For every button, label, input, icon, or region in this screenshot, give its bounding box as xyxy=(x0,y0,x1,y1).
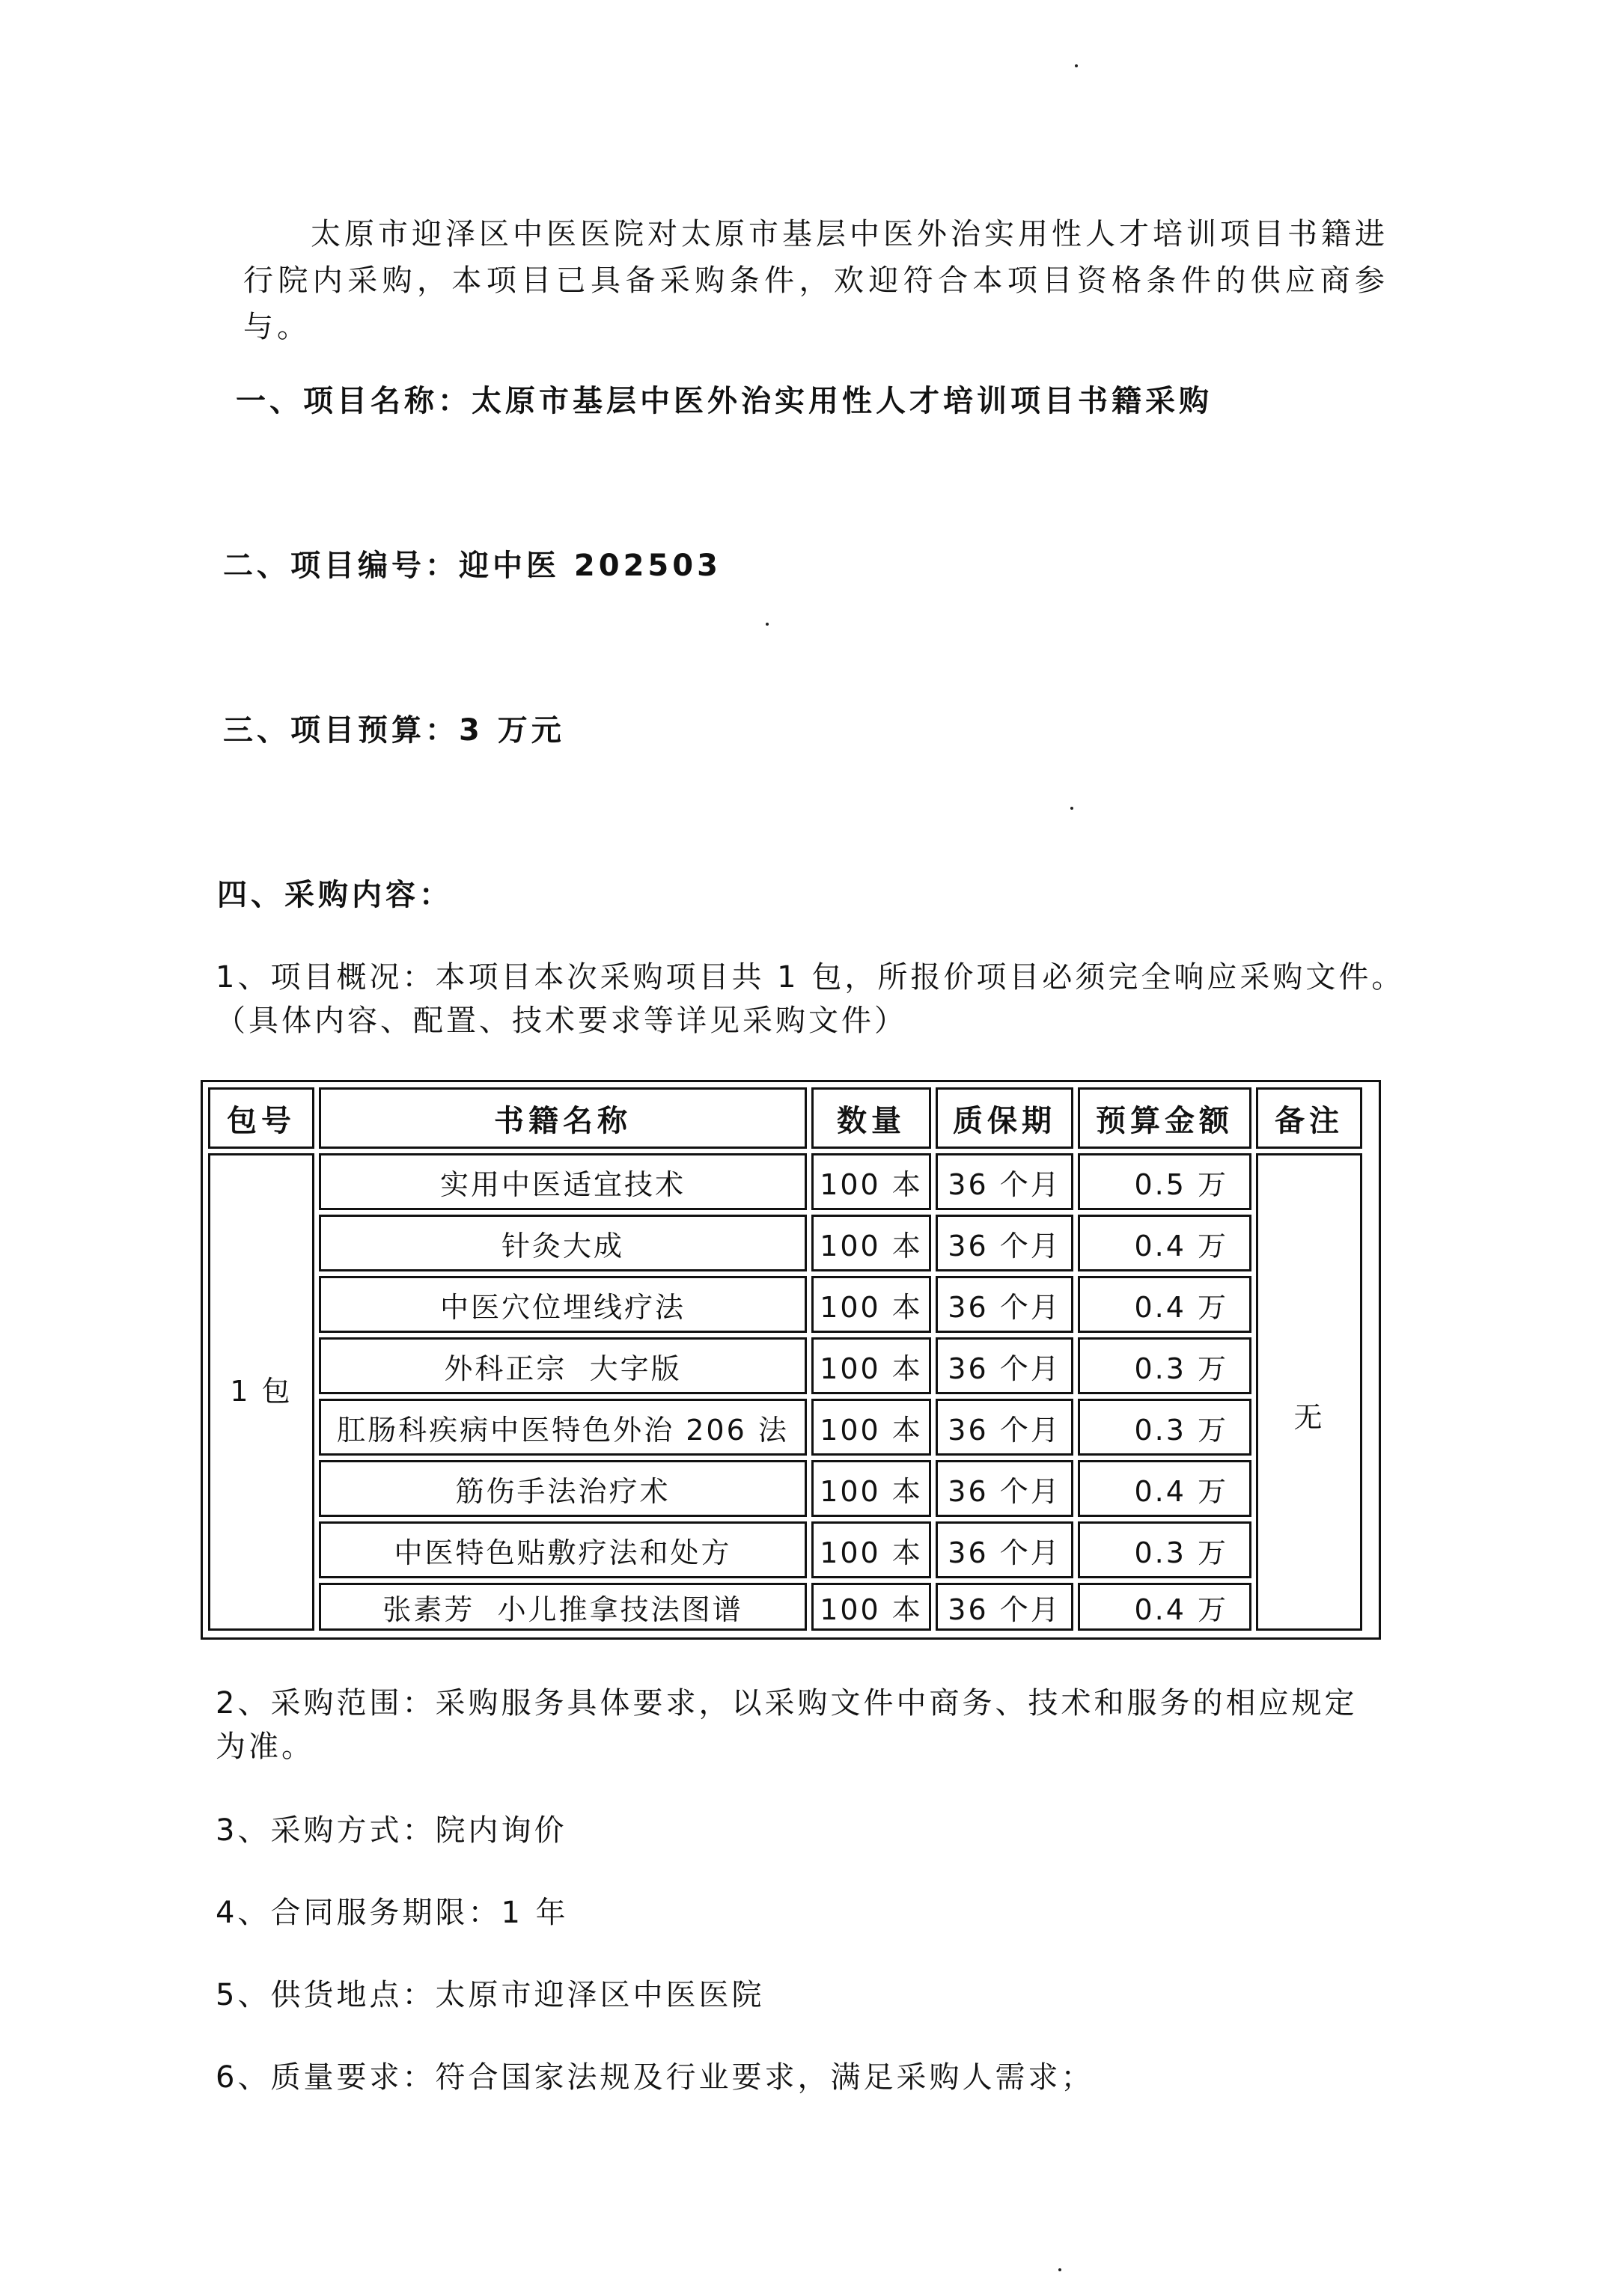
budget-cell: 0.4 万 xyxy=(1078,1215,1251,1271)
header-warranty: 质保期 xyxy=(936,1087,1073,1149)
book-name-cell: 筋伤手法治疗术 xyxy=(319,1460,807,1517)
quantity-cell: 100 本 xyxy=(811,1215,931,1271)
budget-cell: 0.5 万 xyxy=(1078,1153,1251,1210)
warranty-cell: 36 个月 xyxy=(936,1215,1073,1271)
project-name-heading: 一、项目名称：太原市基层中医外治实用性人才培训项目书籍采购 xyxy=(236,384,1213,418)
book-name-cell: 实用中医适宜技术 xyxy=(319,1153,807,1210)
quantity-cell: 100 本 xyxy=(811,1153,931,1210)
header-package-no: 包号 xyxy=(208,1087,314,1149)
warranty-cell: 36 个月 xyxy=(936,1337,1073,1394)
procurement-table xyxy=(201,1080,1381,1640)
procurement-method: 3、采购方式：院内询价 xyxy=(216,1813,567,1848)
intro-paragraph: 太原市迎泽区中医医院对太原市基层中医外治实用性人才培训项目书籍进行院内采购，本项目已具备采购条件，欢迎符合本项目资格条件的供应商参与。 xyxy=(243,217,1388,344)
budget-cell: 0.3 万 xyxy=(1078,1521,1251,1578)
header-book-name: 书籍名称 xyxy=(319,1087,807,1149)
budget-cell: 0.4 万 xyxy=(1078,1276,1251,1333)
scan-speck xyxy=(766,623,769,626)
project-number-heading: 二、项目编号：迎中医 202503 xyxy=(223,549,722,583)
delivery-location: 5、供货地点：太原市迎泽区中医医院 xyxy=(216,1978,765,2012)
project-budget-heading: 三、项目预算：3 万元 xyxy=(223,713,565,748)
quality-requirement: 6、质量要求：符合国家法规及行业要求，满足采购人需求； xyxy=(216,2060,1094,2095)
package-cell: 1 包 xyxy=(208,1153,314,1631)
book-name-cell: 外科正宗 大字版 xyxy=(319,1337,807,1394)
scan-speck xyxy=(1058,2268,1061,2271)
book-name-cell: 张素芳 小儿推拿技法图谱 xyxy=(319,1583,807,1631)
budget-cell: 0.3 万 xyxy=(1078,1337,1251,1394)
overview-line-2: （具体内容、配置、技术要求等详见采购文件） xyxy=(216,1004,907,1038)
procurement-content-heading: 四、采购内容： xyxy=(217,878,453,912)
quantity-cell: 100 本 xyxy=(811,1583,931,1631)
budget-cell: 0.4 万 xyxy=(1078,1583,1251,1631)
warranty-cell: 36 个月 xyxy=(936,1460,1073,1517)
book-name-cell: 中医穴位埋线疗法 xyxy=(319,1276,807,1333)
quantity-cell: 100 本 xyxy=(811,1337,931,1394)
scan-speck xyxy=(1070,807,1073,810)
quantity-cell: 100 本 xyxy=(811,1521,931,1578)
book-name-cell: 中医特色贴敷疗法和处方 xyxy=(319,1521,807,1578)
warranty-cell: 36 个月 xyxy=(936,1583,1073,1631)
header-quantity: 数量 xyxy=(811,1087,931,1149)
scope-line-2: 为准。 xyxy=(216,1729,314,1764)
warranty-cell: 36 个月 xyxy=(936,1153,1073,1210)
book-name-cell: 针灸大成 xyxy=(319,1215,807,1271)
remark-cell: 无 xyxy=(1256,1153,1362,1631)
header-budget: 预算金额 xyxy=(1078,1087,1251,1149)
scan-speck xyxy=(1075,64,1078,67)
overview-line-1: 1、项目概况：本项目本次采购项目共 1 包，所报价项目必须完全响应采购文件。 xyxy=(216,960,1405,995)
warranty-cell: 36 个月 xyxy=(936,1521,1073,1578)
warranty-cell: 36 个月 xyxy=(936,1399,1073,1456)
quantity-cell: 100 本 xyxy=(811,1460,931,1517)
budget-cell: 0.4 万 xyxy=(1078,1460,1251,1517)
book-name-cell: 肛肠科疾病中医特色外治 206 法 xyxy=(319,1399,807,1456)
scope-line-1: 2、采购范围：采购服务具体要求，以采购文件中商务、技术和服务的相应规定 xyxy=(216,1686,1358,1721)
quantity-cell: 100 本 xyxy=(811,1399,931,1456)
warranty-cell: 36 个月 xyxy=(936,1276,1073,1333)
budget-cell: 0.3 万 xyxy=(1078,1399,1251,1456)
quantity-cell: 100 本 xyxy=(811,1276,931,1333)
contract-period: 4、合同服务期限：1 年 xyxy=(216,1896,569,1930)
header-remark: 备注 xyxy=(1256,1087,1362,1149)
